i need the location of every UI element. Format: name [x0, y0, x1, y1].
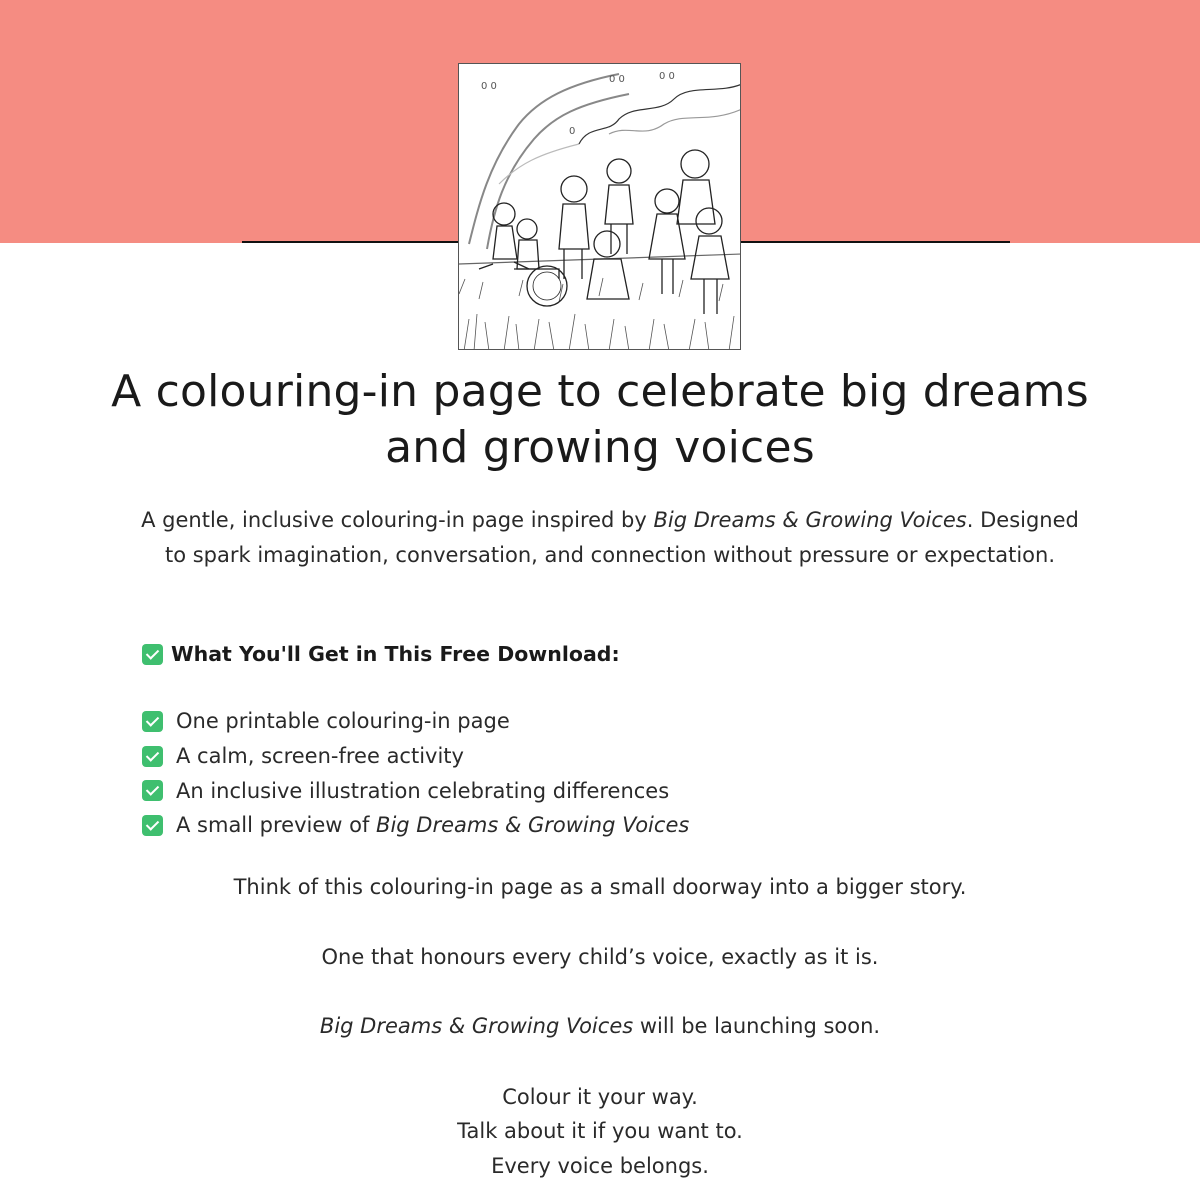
svg-text:0: 0 — [569, 126, 576, 137]
book-title: Big Dreams & Growing Voices — [319, 1014, 634, 1038]
check-mark-icon — [142, 746, 163, 767]
closing-line-6: Every voice belongs. — [491, 1154, 709, 1178]
section-heading-label: What You'll Get in This Free Download: — [171, 642, 620, 666]
closing-line-5: Talk about it if you want to. — [457, 1119, 743, 1143]
check-mark-icon — [142, 711, 163, 732]
list-item-text: An inclusive illustration celebrating differences — [176, 778, 670, 803]
svg-text:0 0: 0 0 — [481, 81, 497, 92]
list-item — [142, 808, 689, 843]
list-item — [142, 773, 689, 808]
check-mark-icon — [142, 644, 163, 665]
benefits-list — [142, 704, 689, 843]
closing-line-3 — [100, 1009, 1100, 1044]
closing-line-1: Think of this colouring-in page as a small doorway into a bigger story. — [233, 875, 967, 899]
book-title: Big Dreams & Growing Voices — [653, 508, 967, 532]
check-mark-icon — [142, 815, 163, 836]
svg-text:0 0: 0 0 — [609, 74, 625, 85]
closing-line-2: One that honours every child’s voice, exactly as it is. — [321, 945, 879, 969]
svg-text:0 0: 0 0 — [659, 71, 675, 82]
intro-text-end: . Designed to spark imagination, conversation, and connection without pressure or expectation. — [164, 508, 1079, 567]
list-item-text — [176, 813, 689, 837]
list-item — [142, 704, 689, 739]
intro-text-start: A gentle, inclusive colouring-in page inspired by — [141, 508, 654, 532]
intro-paragraph — [140, 503, 1080, 573]
closing-line-3-text: will be launching soon. — [633, 1014, 881, 1038]
list-item-text-start: A small preview of — [176, 813, 377, 838]
section-heading — [142, 640, 620, 668]
check-mark-icon — [142, 780, 163, 801]
list-item-text: One printable colouring-in page — [176, 709, 510, 734]
list-item-text: A calm, screen-free activity — [176, 744, 464, 769]
page-title: A colouring-in page to celebrate big dreams and growing voices — [111, 366, 1089, 473]
book-title: Big Dreams & Growing Voices — [376, 813, 690, 838]
closing-line-4: Colour it your way. — [502, 1085, 698, 1109]
colouring-page-illustration — [458, 63, 741, 350]
list-item — [142, 739, 689, 774]
